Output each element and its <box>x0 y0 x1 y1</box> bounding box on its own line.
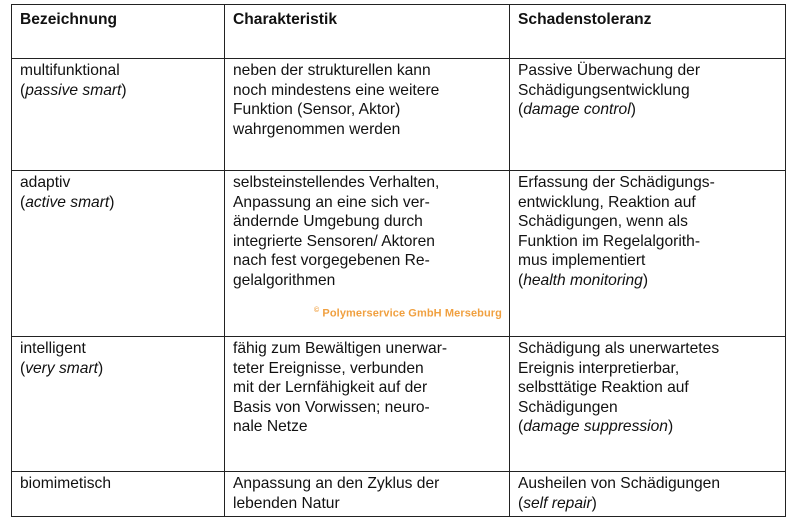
tolerance-line: Schädigungen <box>518 398 618 416</box>
characteristic-line: Funktion (Sensor, Aktor) <box>233 101 401 119</box>
table-row <box>12 59 786 171</box>
material-name: adaptiv <box>20 174 71 191</box>
characteristic-line: Basis von Vorwissen; neuro- <box>233 398 430 416</box>
name-cell <box>12 171 225 337</box>
tolerance-line: entwicklung, Reaktion auf <box>518 193 696 211</box>
header-row <box>12 5 786 59</box>
tolerance-line: Ereignis interpretierbar, <box>518 359 680 377</box>
characteristic-line: nale Netze <box>233 418 308 436</box>
material-name: multifunktional <box>20 62 120 79</box>
tolerance-line: Passive Überwachung der <box>518 62 701 79</box>
tolerance-line: Schädigung als unerwartetes <box>518 340 720 357</box>
characteristic-cell <box>225 59 510 171</box>
characteristic-line: noch mindestens eine weitere <box>233 81 440 99</box>
tolerance-term: (self repair) <box>518 494 597 512</box>
characteristic-line: ändernde Umgebung durch <box>233 213 423 231</box>
tolerance-line: mus implementiert <box>518 252 646 270</box>
tolerance-term: (damage control) <box>518 101 636 119</box>
tolerance-cell <box>510 337 786 472</box>
tolerance-term: (health monitoring) <box>518 271 649 289</box>
copyright-watermark <box>314 307 502 320</box>
header-schadenstoleranz: Schadenstoleranz <box>510 5 786 59</box>
tolerance-line: Schädigungen, wenn als <box>518 213 688 231</box>
characteristic-cell <box>225 472 510 517</box>
tolerance-cell <box>510 171 786 337</box>
table-row <box>12 337 786 472</box>
tolerance-line: Ausheilen von Schädigungen <box>518 475 721 492</box>
characteristic-line: lebenden Natur <box>233 494 340 512</box>
characteristic-line: Anpassung an den Zyklus der <box>233 475 440 492</box>
material-alias: (passive smart) <box>20 81 127 99</box>
table-row <box>12 472 786 517</box>
characteristic-cell <box>225 337 510 472</box>
tolerance-line: Schädigungsentwicklung <box>518 81 690 99</box>
characteristic-line: nach fest vorgegebenen Re- <box>233 252 430 270</box>
tolerance-line: Funktion im Regelalgorith- <box>518 232 701 250</box>
watermark-text: Polymerservice GmbH Merseburg <box>322 307 503 320</box>
tolerance-line: Erfassung der Schädigungs- <box>518 174 715 191</box>
characteristic-line: gelalgorithmen <box>233 271 336 289</box>
tolerance-cell <box>510 472 786 517</box>
material-name: intelligent <box>20 340 86 357</box>
characteristic-line: Anpassung an eine sich ver- <box>233 193 430 211</box>
tolerance-term: (damage suppression) <box>518 418 674 436</box>
characteristic-line: selbsteinstellendes Verhalten, <box>233 174 440 191</box>
smart-materials-table <box>11 4 786 517</box>
copyright-symbol: © <box>314 307 320 314</box>
header-charakteristik: Charakteristik <box>225 5 510 59</box>
tolerance-line: selbsttätige Reaktion auf <box>518 379 689 397</box>
tolerance-cell <box>510 59 786 171</box>
header-bezeichnung: Bezeichnung <box>12 5 225 59</box>
characteristic-line: fähig zum Bewältigen unerwar- <box>233 340 448 357</box>
name-cell <box>12 337 225 472</box>
material-alias: (very smart) <box>20 359 104 377</box>
characteristic-line: integrierte Sensoren/ Aktoren <box>233 232 435 250</box>
characteristic-line: mit der Lernfähigkeit auf der <box>233 379 428 397</box>
characteristic-line: teter Ereignisse, verbunden <box>233 359 424 377</box>
characteristic-line: wahrgenommen werden <box>233 120 401 138</box>
material-alias: (active smart) <box>20 193 115 211</box>
characteristic-line: neben der strukturellen kann <box>233 62 431 79</box>
material-name: biomimetisch <box>20 475 111 492</box>
name-cell <box>12 472 225 517</box>
name-cell <box>12 59 225 171</box>
